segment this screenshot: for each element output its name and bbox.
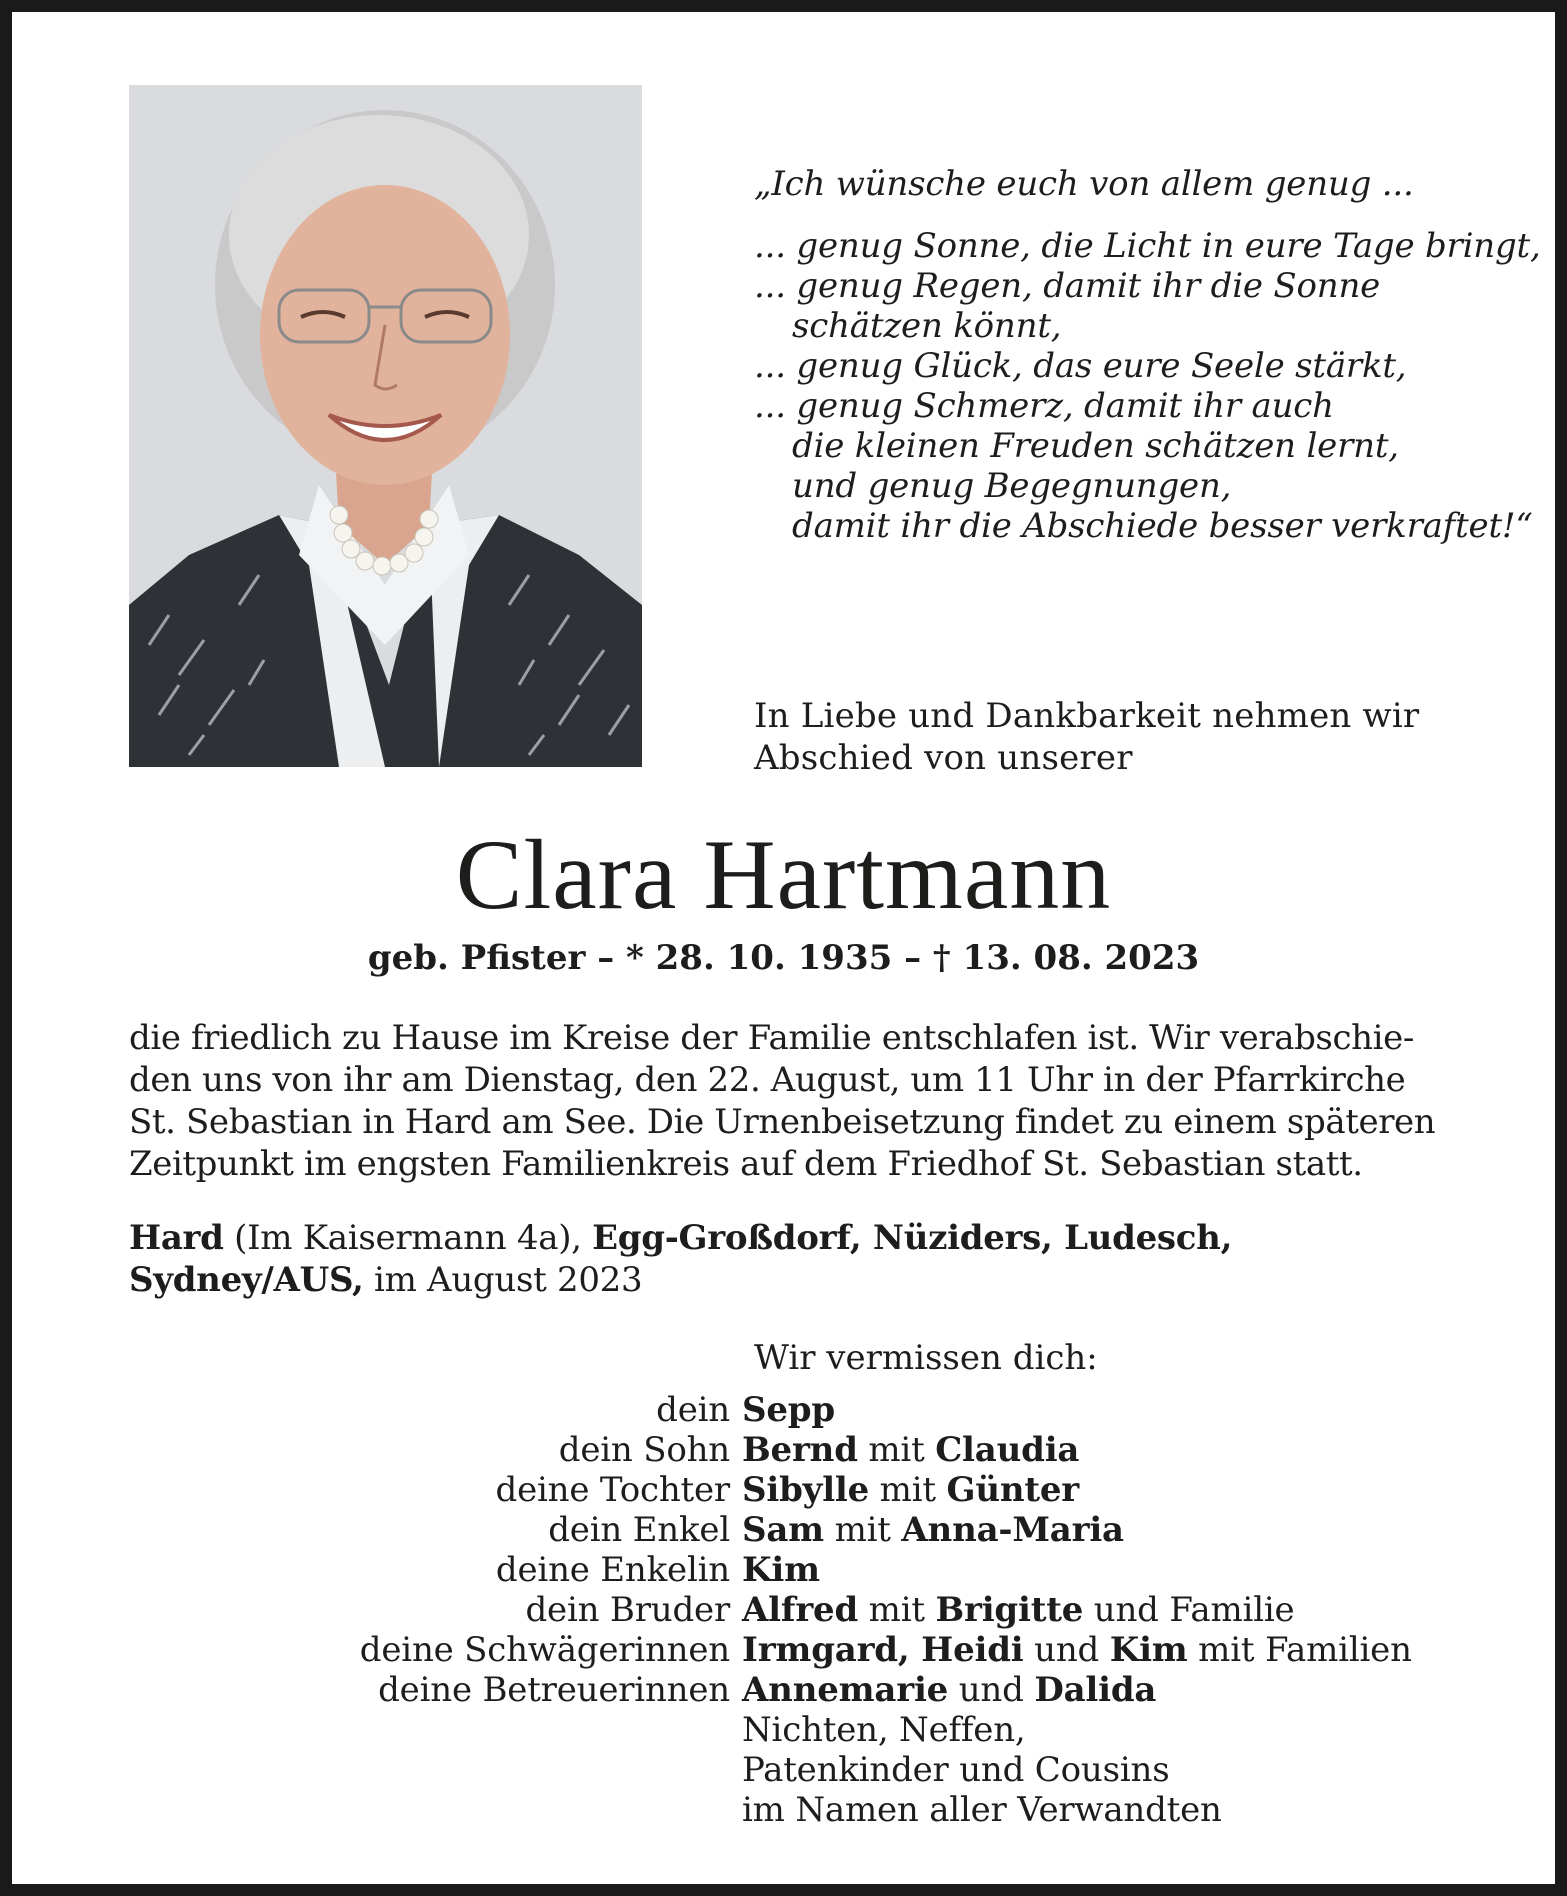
- relation-label: deine Enkelin: [495, 1550, 730, 1590]
- family-names: [742, 1710, 1555, 1750]
- family-names: [742, 1750, 1555, 1790]
- announcement-line: Zeitpunkt im engsten Familienkreis auf dem Friedhof St. Sebastian statt.: [129, 1144, 1363, 1184]
- family-row: [12, 1550, 1555, 1590]
- place-address: (Im Kaisermann 4a),: [223, 1218, 593, 1258]
- connector-text: Patenkinder und Cousins: [742, 1750, 1170, 1790]
- connector-text: mit: [823, 1510, 902, 1550]
- connector-text: Nichten, Neffen,: [742, 1710, 1026, 1750]
- poem-line: ... genug Schmerz, damit ihr auch: [754, 386, 1334, 426]
- announcement-line: St. Sebastian in Hard am See. Die Urnenbeisetzung findet zu einem späteren: [129, 1102, 1436, 1142]
- poem-line: ... genug Sonne, die Licht in eure Tage bringt,: [754, 226, 1541, 266]
- family-row: [12, 1510, 1555, 1550]
- relation-label: deine Betreuerinnen: [378, 1670, 730, 1710]
- relation-label: dein Enkel: [548, 1510, 730, 1550]
- places-dateline: [129, 1217, 1529, 1301]
- family-row: [12, 1590, 1555, 1630]
- family-member-name: Sibylle: [742, 1470, 870, 1510]
- poem-quote: [754, 164, 1541, 546]
- family-row: [12, 1710, 1555, 1750]
- family-member-name: Sepp: [742, 1390, 835, 1430]
- poem-line: die kleinen Freuden schätzen lernt,: [792, 426, 1399, 466]
- family-names: [742, 1430, 1555, 1470]
- announcement-text: [129, 1017, 1529, 1185]
- family-row: [12, 1790, 1555, 1830]
- portrait-photo: [129, 85, 642, 767]
- connector-text: mit Familien: [1187, 1630, 1412, 1670]
- relation-label: deine Tochter: [495, 1470, 730, 1510]
- dateline: im August 2023: [363, 1260, 643, 1300]
- relation-label: dein Bruder: [525, 1590, 730, 1630]
- relation-label: deine Schwägerinnen: [359, 1630, 730, 1670]
- family-row: [12, 1470, 1555, 1510]
- family-row: [12, 1670, 1555, 1710]
- poem-line: ... genug Glück, das eure Seele stärkt,: [754, 346, 1407, 386]
- place-hard: Hard: [129, 1218, 224, 1258]
- connector-text: und Familie: [1083, 1590, 1295, 1630]
- connector-text: und: [948, 1670, 1035, 1710]
- family-row: [12, 1430, 1555, 1470]
- intro-text: [754, 695, 1514, 779]
- relation-label: [12, 1750, 742, 1790]
- family-member-name: Brigitte: [935, 1590, 1084, 1630]
- family-names: [742, 1630, 1555, 1670]
- place-sydney: Sydney/AUS,: [129, 1260, 364, 1300]
- place-towns: Egg-Großdorf, Nüziders, Ludesch,: [592, 1218, 1233, 1258]
- family-row: [12, 1750, 1555, 1790]
- family-names: [742, 1470, 1555, 1510]
- poem-line: ... genug Regen, damit ihr die Sonne: [754, 266, 1381, 306]
- announcement-line: den uns von ihr am Dienstag, den 22. August, um 11 Uhr in der Pfarrkirche: [129, 1060, 1406, 1100]
- connector-text: und: [1023, 1630, 1110, 1670]
- connector-text: im Namen aller Verwandten: [742, 1790, 1222, 1830]
- family-names: [742, 1790, 1555, 1830]
- family-member-name: Alfred: [742, 1590, 859, 1630]
- deceased-name: Clara Hartmann: [455, 819, 1112, 930]
- announcement-line: die friedlich zu Hause im Kreise der Familie entschlafen ist. Wir verabschie-: [129, 1018, 1414, 1058]
- poem-line: und genug Begegnungen,: [792, 466, 1232, 506]
- family-row: [12, 1390, 1555, 1430]
- family-member-name: Bernd: [742, 1430, 858, 1470]
- family-member-name: Kim: [742, 1550, 820, 1590]
- family-member-name: Günter: [946, 1470, 1080, 1510]
- family-member-name: Dalida: [1034, 1670, 1157, 1710]
- family-member-name: Sam: [742, 1510, 824, 1550]
- intro-line: Abschied von unserer: [754, 738, 1133, 778]
- family-names: [742, 1550, 1555, 1590]
- poem-line: „Ich wünsche euch von allem genug ...: [754, 164, 1414, 204]
- family-member-name: Anna-Maria: [901, 1510, 1124, 1550]
- family-names: [742, 1510, 1555, 1550]
- life-dates: geb. Pfister – * 28. 10. 1935 – † 13. 08. 2023: [367, 938, 1200, 978]
- family-member-name: Annemarie: [742, 1670, 949, 1710]
- relation-label: [12, 1790, 742, 1830]
- miss-heading: Wir vermissen dich:: [754, 1338, 1098, 1378]
- family-member-name: Claudia: [935, 1430, 1080, 1470]
- intro-line: In Liebe und Dankbarkeit nehmen wir: [754, 696, 1420, 736]
- connector-text: mit: [857, 1430, 936, 1470]
- family-names: [742, 1390, 1555, 1430]
- family-names: [742, 1590, 1555, 1630]
- family-member-name: Irmgard, Heidi: [742, 1630, 1024, 1670]
- relation-label: dein: [656, 1390, 730, 1430]
- relation-label: [12, 1710, 742, 1750]
- family-names: [742, 1670, 1555, 1710]
- portrait-illustration: [129, 85, 642, 767]
- connector-text: mit: [869, 1470, 947, 1510]
- family-member-name: Kim: [1109, 1630, 1188, 1670]
- poem-line: damit ihr die Abschiede besser verkraftet!“: [792, 506, 1533, 546]
- family-row: [12, 1630, 1555, 1670]
- family-list: [12, 1390, 1555, 1830]
- connector-text: mit: [858, 1590, 936, 1630]
- relation-label: dein Sohn: [558, 1430, 730, 1470]
- poem-line: schätzen könnt,: [792, 306, 1062, 346]
